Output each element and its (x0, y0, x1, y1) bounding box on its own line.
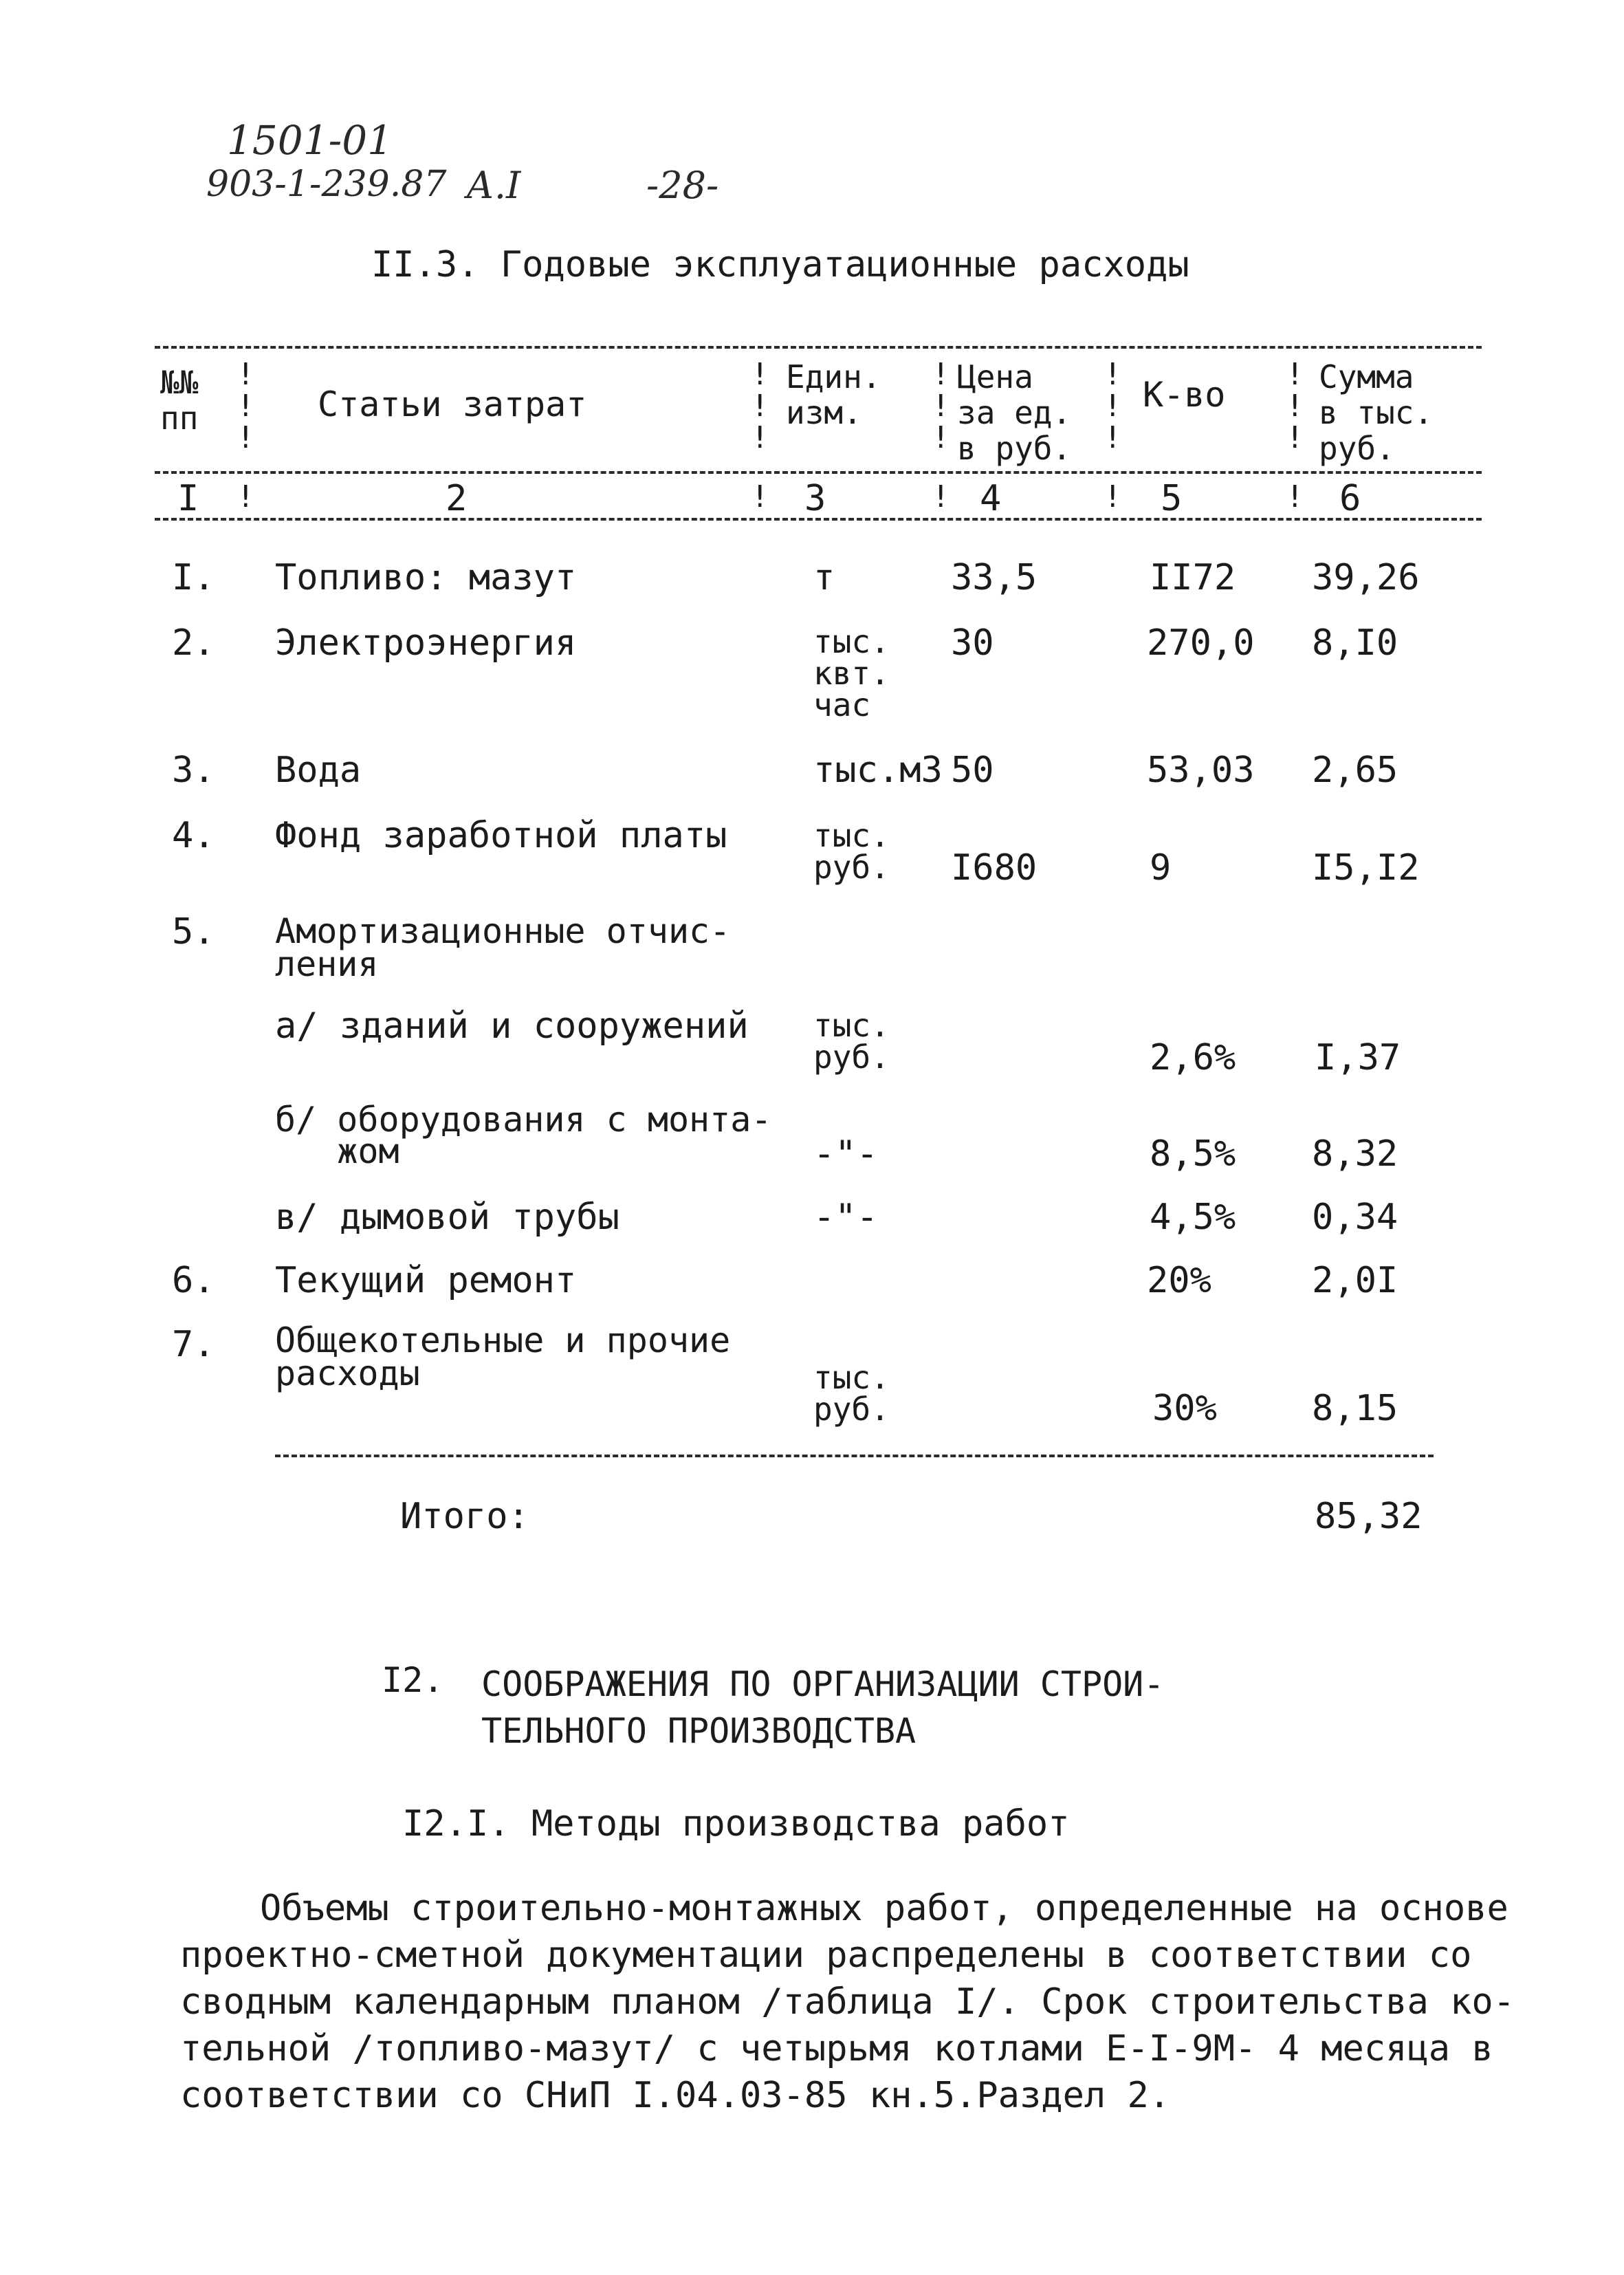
section-12-1-title: I2.I. Методы производства работ (402, 1803, 1070, 1844)
colnum-2: 2 (446, 478, 468, 519)
row-1-unit: т (813, 557, 835, 598)
row-6-qty: 20% (1147, 1260, 1211, 1301)
row-7-unit: тыс. руб. (813, 1359, 890, 1428)
row-5b-item: б/ оборудования с монта- жом (275, 1100, 772, 1171)
row-4-price: I680 (951, 847, 1038, 889)
table-top-rule (155, 346, 1482, 349)
row-2-price: 30 (951, 622, 994, 664)
colnum-3: 3 (804, 478, 826, 519)
colnum-5: 5 (1161, 478, 1183, 519)
row-5c-item: в/ дымовой трубы (275, 1197, 619, 1238)
paragraph-line-1: Объемы строительно-монтажных работ, определенные на основе (260, 1888, 1508, 1929)
colnum-6: 6 (1339, 478, 1361, 519)
row-1-item: Топливо: мазут (275, 557, 577, 598)
total-label: Итого: (400, 1496, 529, 1537)
row-5b-unit: -"- (813, 1133, 878, 1175)
colnum-sep-3: ! (932, 479, 950, 514)
row-5c-sum: 0,34 (1312, 1197, 1398, 1238)
row-5a-sum: I,37 (1315, 1037, 1401, 1078)
section-12-title: СООБРАЖЕНИЯ ПО ОРГАНИЗАЦИИ СТРОИ- ТЕЛЬНОГО ПРОИЗВОДСТВА (481, 1664, 1165, 1751)
row-2-num: 2. (172, 622, 215, 664)
header-price: Цена за ед. в руб. (957, 358, 1072, 467)
row-4-qty: 9 (1150, 847, 1172, 889)
total-sum: 85,32 (1315, 1496, 1423, 1537)
row-6-item: Текущий ремонт (275, 1260, 577, 1301)
row-3-num: 3. (172, 750, 215, 791)
page-number: -28- (646, 164, 719, 207)
row-5a-unit: тыс. руб. (813, 1007, 890, 1076)
section-11-3-title: II.3. Годовые эксплуатационные расходы (371, 244, 1189, 285)
row-1-price: 33,5 (951, 557, 1038, 598)
row-2-item: Электроэнергия (275, 622, 577, 664)
header-sum: Сумма в тыс. руб. (1319, 358, 1434, 467)
col-sep-3: ! ! ! (932, 357, 950, 455)
header-unit: Един. изм. (786, 358, 881, 431)
col-sep-1: ! ! ! (237, 357, 255, 455)
col-sep-5: ! ! ! (1286, 357, 1304, 455)
row-4-sum: I5,I2 (1312, 847, 1420, 889)
stamp-code: 903-1-239.87 (206, 164, 447, 205)
row-7-num: 7. (172, 1324, 215, 1365)
row-5a-qty: 2,6% (1150, 1037, 1236, 1078)
colnum-4: 4 (980, 478, 1002, 519)
row-3-sum: 2,65 (1312, 750, 1398, 791)
row-2-qty: 270,0 (1147, 622, 1255, 664)
row-1-sum: 39,26 (1312, 557, 1420, 598)
colnum-sep-4: ! (1104, 479, 1122, 514)
paragraph-line-4: тельной /топливо-мазут/ с четырьмя котлами Е-I-9М- 4 месяца в (180, 2028, 1493, 2069)
row-1-qty: II72 (1150, 557, 1236, 598)
row-4-unit: тыс. руб. (813, 817, 890, 886)
row-5a-item: а/ зданий и сооружений (275, 1005, 749, 1047)
row-5b-qty: 8,5% (1150, 1133, 1236, 1175)
row-4-item: Фонд заработной платы (275, 815, 727, 856)
row-1-num: I. (172, 557, 215, 598)
stamp-line1: 1501-01 (227, 117, 393, 164)
stamp-album: А.I (466, 164, 521, 207)
header-item: Статьи затрат (318, 384, 587, 424)
row-5-item: Амортизационные отчис- ления (275, 911, 731, 984)
header-qty: К-во (1143, 375, 1226, 415)
row-7-qty: 30% (1152, 1388, 1217, 1429)
row-6-num: 6. (172, 1260, 215, 1301)
paragraph-line-5: соответствии со СНиП I.04.03-85 кн.5.Раздел 2. (180, 2075, 1171, 2116)
paragraph-line-2: проектно-сметной документации распределены в соответствии со (180, 1935, 1472, 1976)
row-5c-unit: -"- (813, 1197, 878, 1238)
col-sep-2: ! ! ! (751, 357, 769, 455)
row-7-item: Общекотельные и прочие расходы (275, 1320, 731, 1393)
col-sep-4: ! ! ! (1104, 357, 1122, 455)
section-12-number: I2. (382, 1660, 444, 1700)
row-3-item: Вода (275, 750, 362, 791)
row-6-sum: 2,0I (1312, 1260, 1398, 1301)
row-7-sum: 8,15 (1312, 1388, 1398, 1429)
row-3-qty: 53,03 (1147, 750, 1255, 791)
table-bottom-rule (275, 1455, 1434, 1457)
paragraph-line-3: сводным календарным планом /таблица I/. Срок строительства ко- (180, 1981, 1515, 2023)
colnum-sep-1: ! (237, 479, 255, 514)
row-3-unit: тыс.м3 (813, 750, 943, 791)
table-header-rule (155, 471, 1482, 474)
row-5-num: 5. (172, 911, 215, 953)
row-5b-sum: 8,32 (1312, 1133, 1398, 1175)
header-num: №№ пп (160, 364, 199, 437)
colnum-sep-2: ! (751, 479, 769, 514)
row-3-price: 50 (951, 750, 994, 791)
row-4-num: 4. (172, 815, 215, 856)
row-2-unit: тыс. квт. час (813, 623, 890, 723)
row-5c-qty: 4,5% (1150, 1197, 1236, 1238)
colnum-sep-5: ! (1286, 479, 1304, 514)
row-2-sum: 8,I0 (1312, 622, 1398, 664)
colnum-1: I (177, 478, 199, 519)
